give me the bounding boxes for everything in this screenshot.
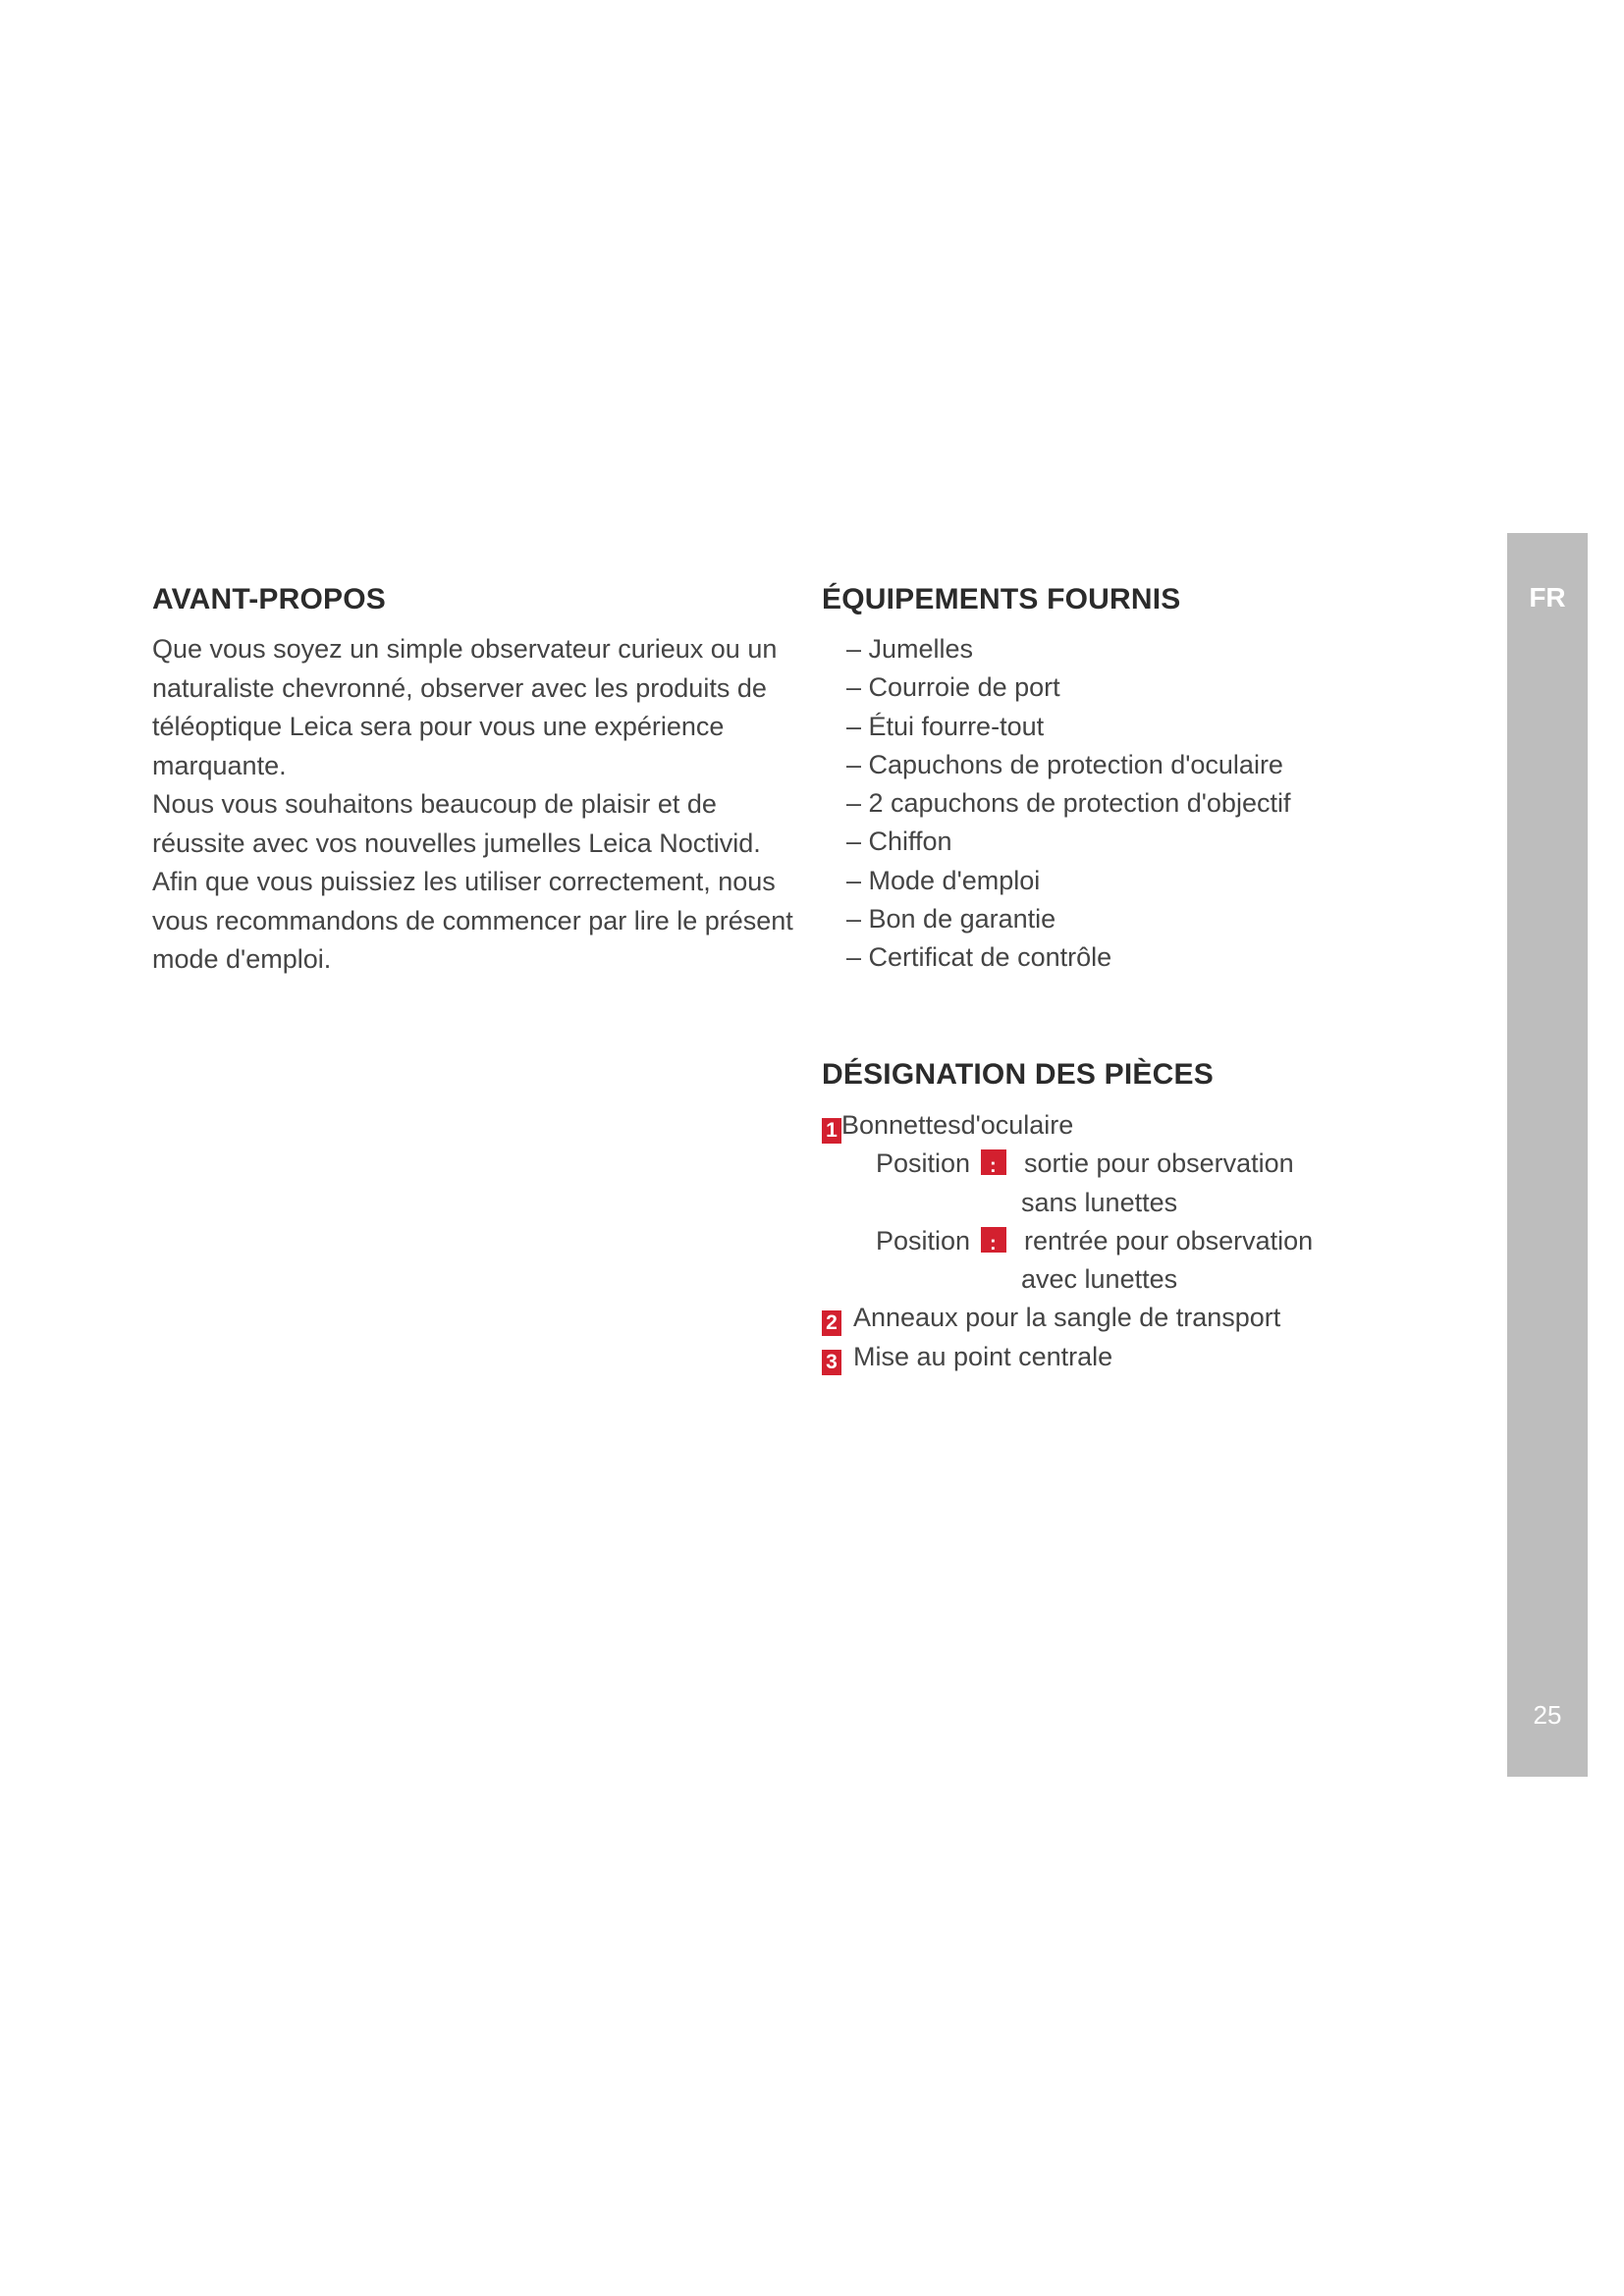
- page-number: 25: [1533, 1700, 1562, 1730]
- part-row-2: [822, 1299, 1313, 1337]
- designation-heading: DÉSIGNATION DES PIÈCES: [822, 1058, 1214, 1091]
- part-number-badge: 3: [822, 1350, 841, 1375]
- part-number-badge: 1: [822, 1118, 841, 1144]
- position-label: Position: [876, 1148, 971, 1179]
- part-row-3: [822, 1338, 1313, 1376]
- list-item: – Étui fourre-tout: [846, 711, 1045, 741]
- position-a-description: sortie pour observation: [1024, 1148, 1294, 1179]
- equipements-heading: ÉQUIPEMENTS FOURNIS: [822, 583, 1181, 615]
- parts-list: [822, 1106, 1313, 1376]
- equipements-list: [846, 630, 1290, 978]
- part-label: Anneaux pour la sangle de transport: [853, 1303, 1281, 1333]
- list-item: – Jumelles: [846, 634, 974, 664]
- list-item: – Chiffon: [846, 827, 952, 857]
- position-b-description: rentrée pour observation: [1024, 1225, 1314, 1255]
- avant-propos-paragraph-1: Que vous soyez un simple observateur curieux ou un naturaliste chevronné, observer avec les produits de téléoptique Leica sera pour vous une expérience marquante.: [152, 634, 778, 780]
- position-a-icon: [981, 1149, 1006, 1175]
- list-item: – Bon de garantie: [846, 904, 1056, 934]
- part-label: Mise au point centrale: [853, 1341, 1113, 1371]
- list-item: – Mode d'emploi: [846, 865, 1041, 895]
- language-side-tab: [1507, 533, 1588, 1777]
- part-row-1: [822, 1106, 1313, 1145]
- avant-propos-paragraph-2: Nous vous souhaitons beaucoup de plaisir et de réussite avec vos nouvelles jumelles Leica Noctivid. Afin que vous puissiez les utiliser correctement, nous vous recommandons de commencer par lire le présent mode d'emploi.: [152, 789, 793, 974]
- position-label: Position: [876, 1225, 971, 1255]
- position-a-row: [822, 1145, 1313, 1183]
- position-b-icon: [981, 1227, 1006, 1253]
- list-item: – Capuchons de protection d'oculaire: [846, 749, 1283, 779]
- position-a-continuation: sans lunettes: [1021, 1187, 1178, 1217]
- position-b-row: [822, 1222, 1313, 1260]
- language-label: FR: [1529, 582, 1566, 613]
- list-item: – Courroie de port: [846, 672, 1060, 703]
- avant-propos-text: [152, 630, 800, 980]
- position-b-continuation: avec lunettes: [1021, 1264, 1178, 1295]
- list-item: – Certificat de contrôle: [846, 942, 1112, 973]
- part-number-badge: 2: [822, 1310, 841, 1336]
- list-item: – 2 capuchons de protection d'objectif: [846, 788, 1291, 819]
- avant-propos-heading: AVANT-PROPOS: [152, 583, 386, 615]
- part-label: Bonnettesd'oculaire: [841, 1110, 1074, 1140]
